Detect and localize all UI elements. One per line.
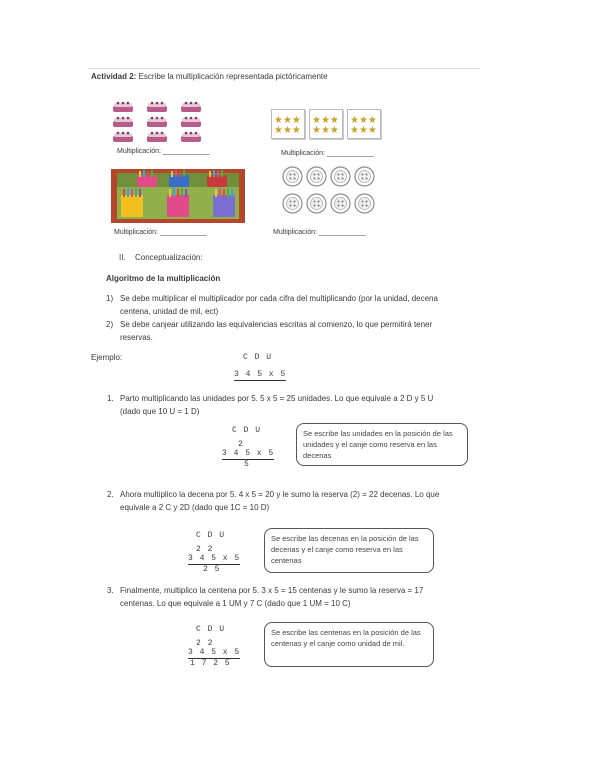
step-3-result: 1 7 2 5 [190,659,231,668]
button-icon [330,166,351,187]
button-icon [306,193,327,214]
step-1-header: C D U [232,426,262,435]
pencils-caption: Multiplicación: ____________ [114,229,207,236]
cakes-picture [112,101,202,143]
step-3-num: 3. [107,586,114,595]
step-3-line1: Finalmente, multiplico la centena por 5. 3 x 5 = 15 centenas y le sumo la reserva = 17 [120,586,424,595]
step-2-result: 2 5 [203,565,221,574]
step-1-line1: Parto multiplicando las unidades por 5. 5 x 5 = 25 unidades. Lo que equivale a 2 D y 5 U [120,394,434,403]
pencils-crate-picture [111,169,245,223]
cakes-caption: Multiplicación: ____________ [117,148,210,155]
cake-icon [112,131,134,143]
cake-icon [112,101,134,113]
section-number: II. [119,253,126,262]
svg-text:★★★: ★★★ [274,125,301,135]
step-3-note: Se escribe las centenas en la posición de las centenas y el canje como unidad de mil. [264,622,434,667]
rule-2-line2: reservas. [120,333,153,342]
step-2-line2: equivale a 2 C y 2D (dado que 1C = 10 D) [120,503,270,512]
cake-icon [180,131,202,143]
activity-heading [91,71,328,83]
step-3-header: C D U [196,625,226,634]
step-2-num: 2. [107,490,114,499]
star-card [309,109,343,139]
svg-text:★★★: ★★★ [274,115,301,126]
example-header: C D U [243,353,273,362]
stars-caption: Multiplicación: ____________ [281,150,374,157]
rule-2-line1: Se debe canjear utilizando las equivalencias escritas al comienzo, lo que permitirá tener [120,320,433,329]
star-card [271,109,305,139]
header-divider [88,68,480,69]
rule-1-line1: Se debe multiplicar el multiplicador por cada cifra del multiplicando (por la unidad, decena [120,294,438,303]
cake-icon [112,116,134,128]
step-2-note: Se escribe las decenas en la posición de las decenas y el canje como reserva en las centenas [264,528,434,573]
button-icon [306,166,327,187]
button-icon [354,166,375,187]
cake-icon [146,116,168,128]
cake-icon [180,101,202,113]
svg-text:★★★: ★★★ [350,125,377,135]
pencil-cup-icon [167,188,189,217]
svg-text:★★★: ★★★ [312,115,339,126]
svg-text:★★★: ★★★ [350,115,377,126]
rule-2-num: 2) [106,320,114,329]
step-1-num: 1. [107,394,114,403]
rule-1-line2: centena, unidad de mil, ect) [120,307,219,316]
button-icon [354,193,375,214]
step-1-note: Se escribe las unidades en la posición de las unidades y el canje como reserva en las decenas [296,423,468,466]
stars-picture [271,109,381,139]
stars-icon [273,113,303,135]
step-2-operation: 3 4 5 x 5 [188,554,241,563]
stars-icon [311,113,341,135]
example-operation: 3 4 5 x 5 [234,370,287,379]
button-icon [330,193,351,214]
svg-text:★★★: ★★★ [312,125,339,135]
example-label: Ejemplo: [91,353,123,362]
activity-label: Actividad 2: [91,72,137,81]
step-1-carry: 2 [238,440,244,449]
buttons-caption: Multiplicación: ____________ [273,229,366,236]
step-1-line2: (dado que 10 U = 1 D) [120,407,200,416]
activity-text: Escribe la multiplicación representada pictóricamente [138,72,328,81]
rule-1-num: 1) [106,294,114,303]
buttons-picture [282,166,375,214]
step-3-operation: 3 4 5 x 5 [188,648,241,657]
step-2-carry: 2 2 [196,545,214,554]
pencil-cup-icon [121,188,143,217]
cake-icon [180,116,202,128]
stars-icon [349,113,379,135]
cake-icon [146,101,168,113]
section-title: Conceptualización: [135,253,203,262]
star-card [347,109,381,139]
pencil-cup-icon [213,188,235,217]
button-icon [282,166,303,187]
algorithm-title: Algoritmo de la multiplicación [106,274,221,283]
step-1-result: 5 [244,460,250,469]
step-3-line2: centenas. Lo que equivale a 1 UM y 7 C (dado que 1 UM = 10 C) [120,599,351,608]
button-icon [282,193,303,214]
step-2-line1: Ahora multiplico la decena por 5. 4 x 5 = 20 y le sumo la reserva (2) = 22 decenas. Lo que [120,490,440,499]
cake-icon [146,131,168,143]
step-1-operation: 3 4 5 x 5 [222,449,275,458]
step-3-carry: 2 2 [196,639,214,648]
step-2-header: C D U [196,531,226,540]
